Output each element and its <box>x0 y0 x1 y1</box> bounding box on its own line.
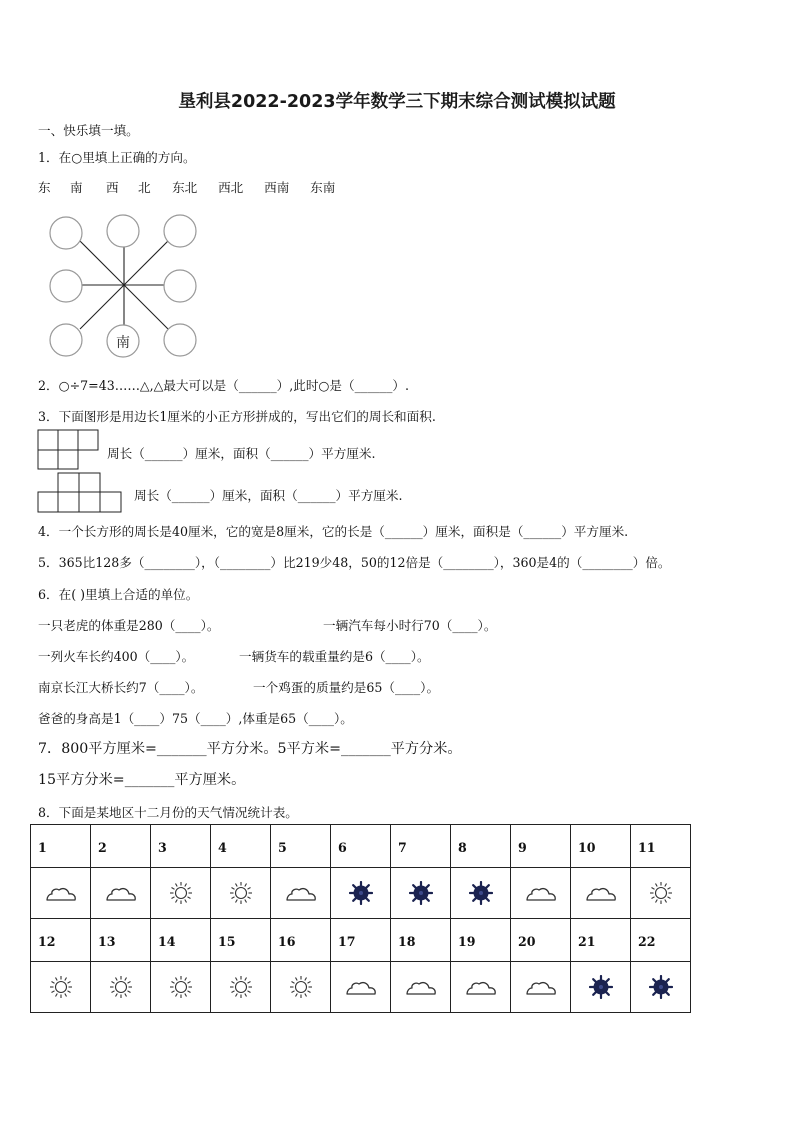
day-number: 2 <box>98 839 107 855</box>
day-number: 16 <box>278 933 296 949</box>
question-7: 7．800平方厘米=_______平方分米。5平方米=_______平方分米。 <box>38 741 462 757</box>
cloud-icon <box>105 883 137 903</box>
day-number: 1 <box>38 839 47 855</box>
day-cell <box>571 919 631 962</box>
sun-icon <box>229 975 253 999</box>
cloud-icon <box>525 883 557 903</box>
day-number: 22 <box>638 933 656 949</box>
question-4: 4．一个长方形的周长是40厘米，它的宽是8厘米，它的长是（______）厘米，面积是（______）平方厘米. <box>38 524 629 539</box>
day-number: 3 <box>158 839 167 855</box>
direction-circle <box>107 215 139 247</box>
direction-circle <box>164 324 196 356</box>
cloud-icon <box>585 883 617 903</box>
question-2: 2．○÷7=43……△,△最大可以是（______）,此时○是（______）. <box>38 378 409 393</box>
direction-word: 西北 <box>218 180 244 195</box>
weather-cell <box>451 868 511 919</box>
question-6-item: 一个鸡蛋的质量约是65（____）。 <box>253 680 440 695</box>
sun-icon <box>49 975 73 999</box>
weather-cell <box>571 868 631 919</box>
day-number: 20 <box>518 933 536 949</box>
question-3: 3．下面图形是用边长1厘米的小正方形拼成的，写出它们的周长和面积. <box>38 409 436 424</box>
sun-icon <box>229 881 253 905</box>
cloud-icon <box>465 977 497 997</box>
day-number: 5 <box>278 839 287 855</box>
snow-icon <box>589 975 613 999</box>
direction-circle <box>50 324 82 356</box>
day-number: 10 <box>578 839 596 855</box>
direction-circle <box>50 217 82 249</box>
question-6-item: 南京长江大桥长约7（____）。 <box>38 680 204 695</box>
direction-circle <box>50 270 82 302</box>
table-row <box>31 868 691 919</box>
table-row <box>31 825 691 868</box>
day-cell <box>631 919 691 962</box>
day-cell <box>391 825 451 868</box>
question-6-item: 一辆汽车每小时行70（____）。 <box>323 618 497 633</box>
snow-icon <box>409 881 433 905</box>
direction-word-list <box>38 177 335 196</box>
weather-cell <box>391 962 451 1013</box>
question-3-answer-b: 周长（______）厘米，面积（______）平方厘米. <box>134 488 403 503</box>
day-number: 6 <box>338 839 347 855</box>
day-cell <box>331 919 391 962</box>
snow-icon <box>349 881 373 905</box>
day-cell <box>451 825 511 868</box>
question-1: 1．在○里填上正确的方向。 <box>38 150 196 165</box>
day-number: 8 <box>458 839 467 855</box>
day-cell <box>151 919 211 962</box>
question-5: 5．365比128多（________），（________）比219少48，50的12倍是（________），360是4的（________）倍。 <box>38 555 671 570</box>
day-number: 15 <box>218 933 236 949</box>
weather-cell <box>631 962 691 1013</box>
direction-word: 北 <box>138 180 151 195</box>
day-number: 9 <box>518 839 527 855</box>
day-cell <box>331 825 391 868</box>
sun-icon <box>649 881 673 905</box>
question-7-continued: 15平方分米=_______平方厘米。 <box>38 772 246 788</box>
question-6-item: 一列火车长约400（____）。 <box>38 649 195 664</box>
day-cell <box>391 919 451 962</box>
day-number: 13 <box>98 933 116 949</box>
day-number: 19 <box>458 933 476 949</box>
page-title: 垦利县2022-2023学年数学三下期末综合测试模拟试题 <box>178 92 616 112</box>
day-cell <box>571 825 631 868</box>
table-row <box>31 919 691 962</box>
direction-circle <box>164 215 196 247</box>
cloud-icon <box>285 883 317 903</box>
day-cell <box>271 825 331 868</box>
day-cell <box>511 825 571 868</box>
weather-cell <box>391 868 451 919</box>
question-3-answer-a: 周长（______）厘米，面积（______）平方厘米. <box>107 446 376 461</box>
day-number: 18 <box>398 933 416 949</box>
day-cell <box>211 825 271 868</box>
weather-cell <box>91 962 151 1013</box>
day-number: 17 <box>338 933 356 949</box>
weather-cell <box>211 962 271 1013</box>
direction-word: 东 <box>38 180 51 195</box>
weather-cell <box>271 868 331 919</box>
weather-cell <box>451 962 511 1013</box>
question-6: 6．在( )里填上合适的单位。 <box>38 587 199 602</box>
direction-word: 西 <box>106 180 119 195</box>
day-cell <box>151 825 211 868</box>
cloud-icon <box>345 977 377 997</box>
question-6-item: 爸爸的身高是1（____）75（____）,体重是65（____）。 <box>38 711 353 726</box>
square-shape-b <box>37 472 123 514</box>
day-number: 7 <box>398 839 407 855</box>
weather-cell <box>91 868 151 919</box>
day-cell <box>91 825 151 868</box>
section-heading: 一、快乐填一填。 <box>38 123 139 138</box>
day-number: 4 <box>218 839 227 855</box>
question-6-item: 一辆货车的载重量约是6（____）。 <box>239 649 430 664</box>
direction-word: 东南 <box>310 180 336 195</box>
direction-word: 南 <box>70 180 83 195</box>
weather-cell <box>31 868 91 919</box>
day-number: 12 <box>38 933 56 949</box>
weather-cell <box>331 868 391 919</box>
day-cell <box>31 825 91 868</box>
weather-cell <box>331 962 391 1013</box>
day-cell <box>511 919 571 962</box>
day-cell <box>271 919 331 962</box>
compass-diagram <box>40 208 210 363</box>
direction-word: 东北 <box>172 180 198 195</box>
day-number: 21 <box>578 933 596 949</box>
question-8: 8．下面是某地区十二月份的天气情况统计表。 <box>38 805 298 820</box>
weather-cell <box>571 962 631 1013</box>
south-label: 南 <box>116 335 130 351</box>
sun-icon <box>169 975 193 999</box>
day-cell <box>211 919 271 962</box>
direction-circle <box>164 270 196 302</box>
table-row <box>31 962 691 1013</box>
cloud-icon <box>405 977 437 997</box>
weather-cell <box>511 868 571 919</box>
weather-cell <box>631 868 691 919</box>
question-6-item: 一只老虎的体重是280（____）。 <box>38 618 220 633</box>
weather-cell <box>151 868 211 919</box>
snow-icon <box>649 975 673 999</box>
weather-cell <box>511 962 571 1013</box>
sun-icon <box>169 881 193 905</box>
day-number: 11 <box>638 839 656 855</box>
weather-cell <box>151 962 211 1013</box>
day-cell <box>91 919 151 962</box>
sun-icon <box>109 975 133 999</box>
sun-icon <box>289 975 313 999</box>
square-shape-a <box>37 429 101 471</box>
weather-cell <box>211 868 271 919</box>
day-cell <box>451 919 511 962</box>
cloud-icon <box>45 883 77 903</box>
day-cell <box>631 825 691 868</box>
direction-word: 西南 <box>264 180 290 195</box>
weather-table <box>30 824 691 1013</box>
weather-cell <box>31 962 91 1013</box>
snow-icon <box>469 881 493 905</box>
day-cell <box>31 919 91 962</box>
day-number: 14 <box>158 933 176 949</box>
weather-cell <box>271 962 331 1013</box>
cloud-icon <box>525 977 557 997</box>
